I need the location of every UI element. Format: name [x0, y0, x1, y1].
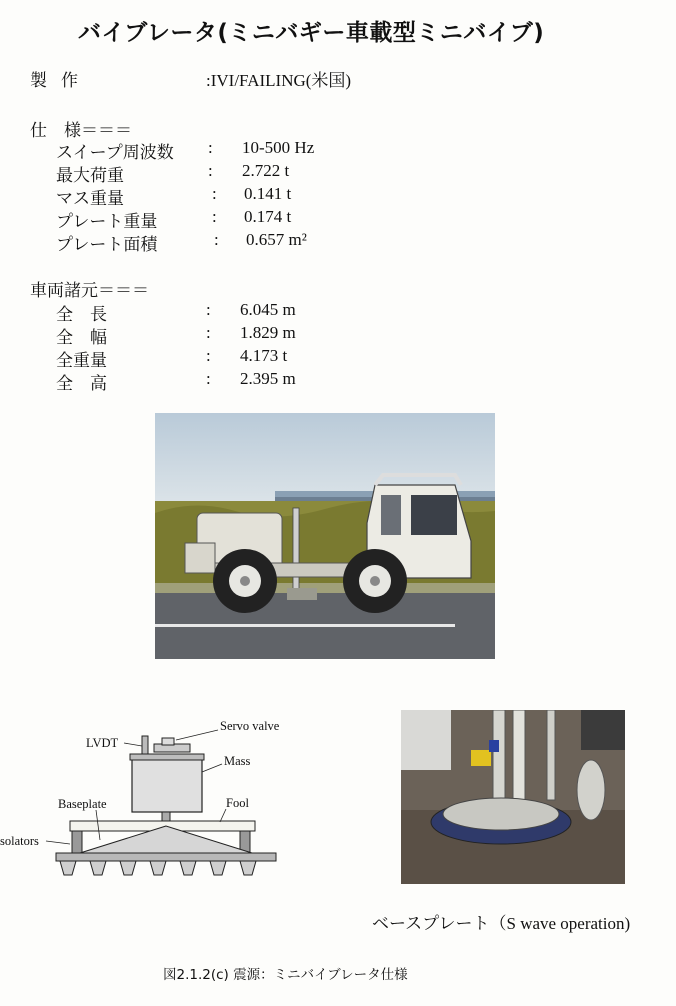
diagram-label-lvdt: LVDT [86, 736, 119, 750]
spec-label: 最大荷重 [56, 166, 124, 186]
spec-label: プレート重量 [56, 212, 158, 232]
vehicle-heading: 車両諸元＝＝＝ [30, 281, 149, 301]
vehicle-colon: : [206, 346, 211, 365]
page-title: バイブレータ(ミニバギー車載型ミニバイブ) [78, 20, 545, 46]
baseplate-caption [372, 909, 630, 934]
vehicle-colon: : [206, 300, 211, 319]
vibrator-truck-photo [155, 413, 495, 659]
vehicle-value: 6.045 m [240, 300, 296, 319]
vibrator-diagram [0, 710, 300, 890]
spec-label: マス重量 [56, 189, 124, 209]
diagram-label-baseplate: Baseplate [58, 797, 107, 811]
diagram-label-servo-valve: Servo valve [220, 719, 280, 733]
spec-colon: : [214, 230, 219, 249]
spec-colon: : [208, 161, 213, 180]
vehicle-label: 全 長 [56, 305, 107, 325]
maker-label: 製作 [30, 71, 92, 91]
vehicle-value: 2.395 m [240, 369, 296, 388]
diagram-label-fool: Fool [226, 796, 249, 810]
spec-value: 0.657 m² [246, 230, 307, 249]
vehicle-label: 全 幅 [56, 328, 107, 348]
spec-colon: : [212, 184, 217, 203]
spec-value: 0.141 t [244, 184, 292, 203]
diagram-label-mass: Mass [224, 754, 251, 768]
spec-colon: : [208, 138, 213, 157]
spec-value: 2.722 t [242, 161, 290, 180]
spec-value: 0.174 t [244, 207, 292, 226]
vehicle-colon: : [206, 369, 211, 388]
vehicle-value: 1.829 m [240, 323, 296, 342]
figure-caption: 図2.1.2(c) 震源：ミニバイブレータ仕様 [163, 967, 408, 983]
baseplate-caption-jp: ベースプレート [372, 914, 490, 934]
spec-label: スイープ周波数 [56, 143, 174, 163]
baseplate-caption-en: （S wave operation) [489, 914, 631, 933]
diagram-label-isolators: solators [0, 834, 39, 848]
vehicle-colon: : [206, 323, 211, 342]
spec-colon: : [212, 207, 217, 226]
spec-heading: 仕 様＝＝＝ [30, 121, 132, 141]
vehicle-label: 全重量 [56, 351, 107, 371]
vehicle-label: 全 高 [56, 374, 107, 394]
spec-value: 10-500 Hz [242, 138, 315, 157]
spec-label: プレート面積 [56, 235, 158, 255]
vehicle-value: 4.173 t [240, 346, 288, 365]
baseplate-photo [401, 710, 625, 884]
maker-value: :IVI/FAILING(米国) [206, 71, 352, 90]
